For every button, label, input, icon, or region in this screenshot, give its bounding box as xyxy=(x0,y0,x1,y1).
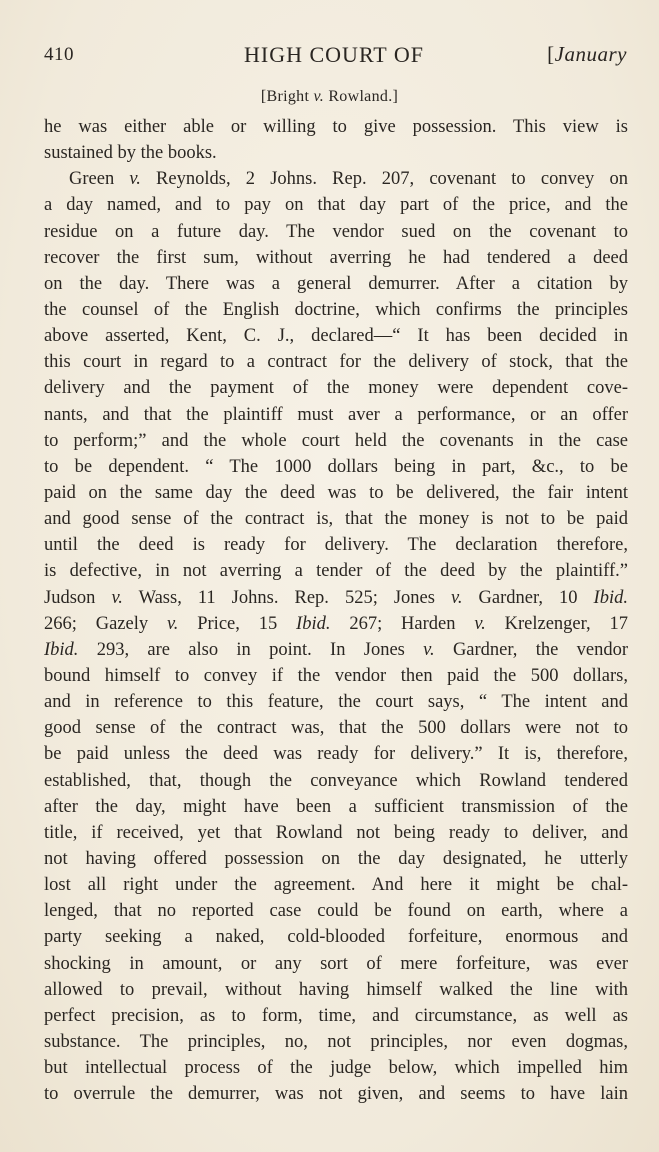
text-line xyxy=(44,245,628,271)
text-segment: lenged, that no reported case could be found on earth, where a xyxy=(44,901,628,922)
text-line xyxy=(44,820,628,846)
text-line xyxy=(44,1003,628,1029)
running-title: HIGH COURT OF xyxy=(244,42,424,67)
text-line xyxy=(44,428,628,454)
text-segment: Wass, 11 Johns. Rep. 525; Jones xyxy=(122,587,451,608)
text-line xyxy=(44,924,628,950)
text-segment: sustained by the books. xyxy=(44,143,217,164)
italic-segment: Ibid. xyxy=(593,587,628,608)
text-segment: Gardner, the vendor xyxy=(434,639,628,660)
text-line xyxy=(44,558,628,584)
text-line xyxy=(44,323,628,349)
text-segment: paid on the same day the deed was to be delivered, the fair intent xyxy=(44,482,628,503)
text-segment: above asserted, Kent, C. J., declared—“ It has been decided in xyxy=(44,326,628,347)
text-segment: nants, and that the plaintiff must aver a performance, or an offer xyxy=(44,404,628,425)
text-segment: perfect precision, as to form, time, and circumstance, as well as xyxy=(44,1005,628,1026)
text-segment: to perform;” and the whole court held the covenants in the case xyxy=(44,430,628,451)
text-segment: he was either able or willing to give possession. This view is xyxy=(44,117,628,137)
page-number: 410 xyxy=(44,44,74,65)
text-line xyxy=(44,114,628,140)
running-month xyxy=(547,42,627,67)
text-segment: residue on a future day. The vendor sued on the covenant to xyxy=(44,221,628,242)
text-line xyxy=(44,297,628,323)
text-line xyxy=(44,140,628,166)
text-line xyxy=(44,741,628,767)
italic-segment: Ibid. xyxy=(296,613,331,634)
text-line xyxy=(44,768,628,794)
text-line xyxy=(44,872,628,898)
text-line xyxy=(44,951,628,977)
italic-segment: v. xyxy=(166,613,179,634)
text-segment: 267; Harden xyxy=(330,613,475,634)
text-segment: after the day, might have been a sufficient transmission of the xyxy=(44,796,628,817)
text-segment: lost all right under the agreement. And here it might be chal- xyxy=(44,875,628,896)
text-segment: on the day. There was a general demurrer. After a citation by xyxy=(44,273,628,294)
text-segment: not having offered possession on the day designated, he utterly xyxy=(44,848,628,869)
italic-segment: v. xyxy=(451,587,463,608)
text-segment: be paid unless the deed was ready for delivery.” It is, therefore, xyxy=(44,744,628,765)
text-line xyxy=(44,846,628,872)
text-line xyxy=(44,663,628,689)
text-line xyxy=(44,192,628,218)
text-line xyxy=(44,349,628,375)
text-line xyxy=(44,637,628,663)
caption-rest: Rowland.] xyxy=(324,88,399,105)
text-line xyxy=(44,506,628,532)
text-segment: 266; Gazely xyxy=(44,613,167,634)
text-segment: Krelzenger, 17 xyxy=(485,613,628,634)
text-segment: 293, are also in point. In Jones xyxy=(78,639,424,660)
text-segment: and good sense of the contract is, that the money is not to be paid xyxy=(44,509,628,530)
text-segment: Judson xyxy=(44,587,112,608)
month-bracket: [ xyxy=(547,42,555,66)
month-name: January xyxy=(554,42,627,66)
text-line xyxy=(44,375,628,401)
text-segment: recover the first sum, without averring he had tendered a deed xyxy=(44,247,628,268)
case-caption xyxy=(0,88,659,106)
text-line xyxy=(44,166,628,192)
text-line xyxy=(44,402,628,428)
text-line xyxy=(44,611,628,637)
text-segment: but intellectual process of the judge below, which impelled him xyxy=(44,1058,628,1079)
text-segment: allowed to prevail, without having himself walked the line with xyxy=(44,979,628,1000)
text-line xyxy=(44,977,628,1003)
text-line xyxy=(44,689,628,715)
body-text xyxy=(44,114,628,1107)
running-header xyxy=(44,40,627,76)
text-segment: Green xyxy=(69,169,130,190)
text-segment: title, if received, yet that Rowland not being ready to deliver, and xyxy=(44,822,628,843)
text-segment: Reynolds, 2 Johns. Rep. 207, covenant to convey on xyxy=(140,169,628,190)
text-line xyxy=(44,1081,628,1107)
text-segment: is defective, in not averring a tender of the deed by the plaintiff.” xyxy=(44,561,628,582)
text-line xyxy=(44,898,628,924)
text-segment: good sense of the contract was, that the 500 dollars were not to xyxy=(44,718,628,739)
text-segment: to be dependent. “ The 1000 dollars being in part, &c., to be xyxy=(44,456,628,477)
text-segment: delivery and the payment of the money were dependent cove- xyxy=(44,378,628,399)
text-segment: and in reference to this feature, the court says, “ The intent and xyxy=(44,692,628,713)
text-line xyxy=(44,219,628,245)
text-segment: the counsel of the English doctrine, which confirms the principles xyxy=(44,299,628,320)
italic-segment: v. xyxy=(423,639,435,660)
text-segment: Gardner, 10 xyxy=(462,587,594,608)
text-line xyxy=(44,585,628,611)
text-segment: established, that, though the conveyance which Rowland tendered xyxy=(44,770,628,791)
text-segment: bound himself to convey if the vendor then paid the 500 dollars, xyxy=(44,665,628,686)
text-segment: a day named, and to pay on that day part of the price, and the xyxy=(44,195,628,216)
italic-segment: v. xyxy=(129,169,141,190)
italic-segment: v. xyxy=(474,613,486,634)
text-segment: to overrule the demurrer, was not given, and seems to have lain xyxy=(44,1084,628,1105)
text-line xyxy=(44,454,628,480)
text-line xyxy=(44,532,628,558)
italic-segment: Ibid. xyxy=(44,639,79,660)
text-line xyxy=(44,715,628,741)
text-segment: Price, 15 xyxy=(178,613,297,634)
text-line xyxy=(44,1055,628,1081)
text-segment: until the deed is ready for delivery. The declaration therefore, xyxy=(44,535,628,556)
text-segment: party seeking a naked, cold-blooded forfeiture, enormous and xyxy=(44,927,628,948)
caption-versus: v. xyxy=(313,88,325,105)
italic-segment: v. xyxy=(111,587,123,608)
text-line xyxy=(44,794,628,820)
text-segment: shocking in amount, or any sort of mere forfeiture, was ever xyxy=(44,953,628,974)
text-line xyxy=(44,271,628,297)
text-line xyxy=(44,1029,628,1055)
text-segment: substance. The principles, no, not principles, nor even dogmas, xyxy=(44,1031,628,1052)
text-line xyxy=(44,480,628,506)
caption-open: [Bright xyxy=(260,88,314,105)
text-segment: this court in regard to a contract for the delivery of stock, that the xyxy=(44,352,628,373)
